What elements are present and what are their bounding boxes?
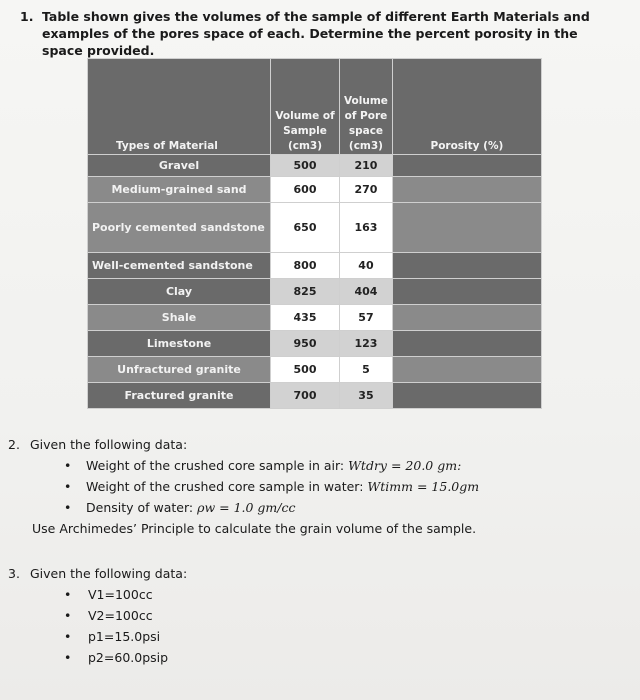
porosity-cell[interactable] [392, 383, 541, 409]
porosity-cell[interactable] [392, 357, 541, 383]
question-2-bullets [8, 455, 628, 518]
pore-volume: 40 [340, 253, 393, 279]
porosity-cell[interactable] [392, 253, 541, 279]
table-row [88, 203, 542, 253]
pore-volume: 163 [340, 203, 393, 253]
table-row [88, 331, 542, 357]
header-types-of-material: Types of Material [88, 59, 271, 155]
table-row [88, 383, 542, 409]
sample-volume: 800 [271, 253, 340, 279]
header-volume-of-pore-space: Volume of Pore space (cm3) [340, 59, 393, 155]
table-row [88, 253, 542, 279]
list-item: • p1=15.0psi [8, 626, 628, 647]
table-row [88, 155, 542, 177]
bullet-icon: • [64, 479, 72, 494]
question-1-text: Table shown gives the volumes of the sample of different Earth Materials and examples of the pores space of each. Determine the percent porosity in the space provided. [42, 9, 590, 58]
porosity-table [87, 58, 542, 409]
list-item: • p2=60.0psip [8, 647, 628, 668]
pore-volume: 35 [340, 383, 393, 409]
question-3-number: 3. [8, 566, 20, 581]
list-item: • Weight of the crushed core sample in water: Wtimm = 15.0gm [8, 476, 628, 497]
question-1-number: 1. [20, 9, 34, 24]
header-volume-of-sample: Volume of Sample (cm3) [271, 59, 340, 155]
question-2-conclusion: Use Archimedes’ Principle to calculate the grain volume of the sample. [32, 521, 477, 536]
sample-volume: 700 [271, 383, 340, 409]
bullet-icon: • [64, 587, 72, 602]
sample-volume: 950 [271, 331, 340, 357]
question-2-number: 2. [8, 437, 20, 452]
list-item: • V2=100cc [8, 605, 628, 626]
question-3-intro: 3. Given the following data: [8, 563, 628, 584]
material-name: Fractured granite [88, 383, 271, 409]
table-row [88, 177, 542, 203]
table-row [88, 279, 542, 305]
math-expression: ρw = 1.0 gm/cc [197, 500, 296, 515]
sample-volume: 650 [271, 203, 340, 253]
porosity-cell[interactable] [392, 331, 541, 357]
table-row [88, 357, 542, 383]
material-name: Gravel [88, 155, 271, 177]
material-name: Medium-grained sand [88, 177, 271, 203]
bullet-icon: • [64, 650, 72, 665]
header-porosity: Porosity (%) [392, 59, 541, 155]
bullet-icon: • [64, 629, 72, 644]
material-name: Unfractured granite [88, 357, 271, 383]
pore-volume: 210 [340, 155, 393, 177]
porosity-cell[interactable] [392, 203, 541, 253]
question-2 [8, 434, 628, 539]
material-name: Shale [88, 305, 271, 331]
material-name: Limestone [88, 331, 271, 357]
sample-volume: 500 [271, 155, 340, 177]
sample-volume: 825 [271, 279, 340, 305]
bullet-icon: • [64, 458, 72, 473]
porosity-cell[interactable] [392, 155, 541, 177]
question-2-intro: 2. Given the following data: [8, 434, 628, 455]
bullet-icon: • [64, 500, 72, 515]
sample-volume: 435 [271, 305, 340, 331]
porosity-cell[interactable] [392, 305, 541, 331]
material-name: Poorly cemented sandstone [88, 203, 271, 253]
table-row [88, 305, 542, 331]
math-expression: Wtimm = 15.0gm [367, 479, 480, 494]
list-item: • Density of water: ρw = 1.0 gm/cc [8, 497, 628, 518]
porosity-cell[interactable] [392, 177, 541, 203]
list-item: • Weight of the crushed core sample in air: Wtdry = 20.0 gm: [8, 455, 628, 476]
sample-volume: 600 [271, 177, 340, 203]
pore-volume: 123 [340, 331, 393, 357]
question-3 [8, 563, 628, 668]
math-expression: Wtdry = 20.0 gm: [348, 458, 462, 473]
sample-volume: 500 [271, 357, 340, 383]
material-name: Well-cemented sandstone [88, 253, 271, 279]
question-3-bullets [8, 584, 628, 668]
pore-volume: 404 [340, 279, 393, 305]
porosity-cell[interactable] [392, 279, 541, 305]
bullet-icon: • [64, 608, 72, 623]
pore-volume: 270 [340, 177, 393, 203]
material-name: Clay [88, 279, 271, 305]
list-item: • V1=100cc [8, 584, 628, 605]
pore-volume: 57 [340, 305, 393, 331]
pore-volume: 5 [340, 357, 393, 383]
